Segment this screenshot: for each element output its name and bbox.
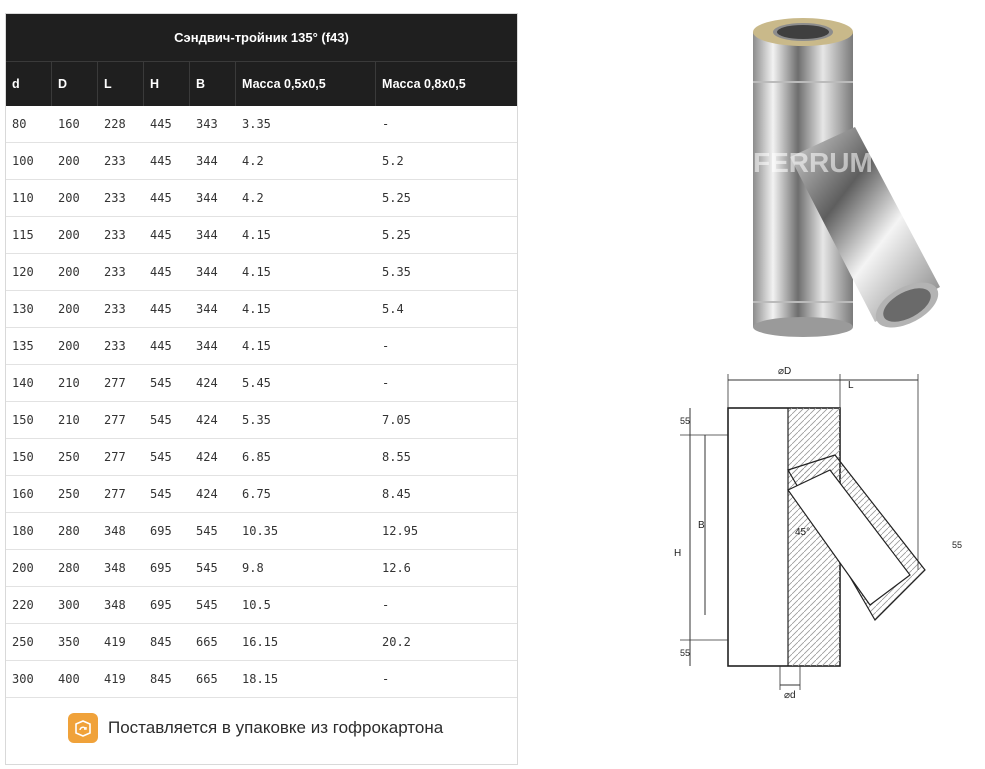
table-cell: 12.95 [382, 524, 419, 538]
table-cell: 233 [104, 339, 126, 353]
dim-L-label: L [848, 380, 854, 391]
table-cell: 4.2 [242, 154, 264, 168]
table-cell: 344 [196, 302, 218, 316]
table-cell: 280 [58, 524, 80, 538]
table-row [6, 476, 517, 513]
dim-B-label: B [698, 520, 705, 531]
table-cell: 4.15 [242, 302, 271, 316]
table-cell: 233 [104, 265, 126, 279]
table-cell: 228 [104, 117, 126, 131]
packaging-note [6, 698, 517, 758]
dim-d-label: ⌀d [784, 690, 796, 700]
table-cell: 233 [104, 228, 126, 242]
table-cell: 277 [104, 413, 126, 427]
table-cell: 5.45 [242, 376, 271, 390]
table-cell: 233 [104, 302, 126, 316]
table-row [6, 143, 517, 180]
table-cell: 344 [196, 191, 218, 205]
table-row [6, 439, 517, 476]
table-cell: 445 [150, 339, 172, 353]
header-H: H [144, 62, 190, 106]
dim-top-55-label: 55 [680, 416, 691, 426]
table-row [6, 291, 517, 328]
header-B: B [190, 62, 236, 106]
table-cell: 130 [12, 302, 34, 316]
table-cell: 4.15 [242, 339, 271, 353]
table-cell: 5.25 [382, 191, 411, 205]
table-title: Сэндвич-тройник 135° (f43) [6, 14, 517, 61]
table-cell: 120 [12, 265, 34, 279]
table-cell: 277 [104, 376, 126, 390]
table-cell: 115 [12, 228, 34, 242]
table-cell: 150 [12, 413, 34, 427]
table-cell: 250 [12, 635, 34, 649]
header-mass-05: Масса 0,5х0,5 [236, 62, 376, 106]
table-row [6, 624, 517, 661]
table-cell: 150 [12, 450, 34, 464]
table-cell: 200 [58, 191, 80, 205]
table-cell: 545 [196, 561, 218, 575]
table-cell: 280 [58, 561, 80, 575]
table-cell: 20.2 [382, 635, 411, 649]
table-cell: 445 [150, 117, 172, 131]
table-cell: 424 [196, 450, 218, 464]
table-cell: 300 [12, 672, 34, 686]
table-cell: 545 [150, 413, 172, 427]
table-cell: 233 [104, 154, 126, 168]
spec-table [5, 13, 518, 765]
table-row [6, 180, 517, 217]
table-cell: 445 [150, 191, 172, 205]
table-cell: 200 [58, 154, 80, 168]
table-row [6, 365, 517, 402]
table-cell: 5.35 [382, 265, 411, 279]
table-cell: 110 [12, 191, 34, 205]
table-cell: 200 [12, 561, 34, 575]
table-cell: 180 [12, 524, 34, 538]
table-cell: 419 [104, 672, 126, 686]
table-cell: 695 [150, 524, 172, 538]
table-cell: 545 [150, 376, 172, 390]
dim-bottom-55-label: 55 [680, 648, 691, 658]
table-cell: 5.35 [242, 413, 271, 427]
table-cell: 4.2 [242, 191, 264, 205]
watermark-text: FERRUM [753, 147, 873, 178]
table-cell: 100 [12, 154, 34, 168]
dim-side-55-label: 55 [952, 540, 963, 550]
table-cell: 845 [150, 672, 172, 686]
table-header-row [6, 61, 517, 106]
table-cell: 200 [58, 265, 80, 279]
table-cell: 845 [150, 635, 172, 649]
table-row [6, 402, 517, 439]
table-cell: 300 [58, 598, 80, 612]
recycle-box-icon [68, 713, 98, 743]
table-cell: - [382, 117, 390, 131]
table-cell: 8.55 [382, 450, 411, 464]
table-row [6, 661, 517, 698]
table-cell: 665 [196, 635, 218, 649]
table-cell: 695 [150, 598, 172, 612]
table-cell: 348 [104, 561, 126, 575]
table-cell: 545 [196, 524, 218, 538]
table-cell: 18.15 [242, 672, 279, 686]
table-cell: 8.45 [382, 487, 411, 501]
table-cell: 445 [150, 302, 172, 316]
table-cell: 200 [58, 302, 80, 316]
table-cell: 16.15 [242, 635, 279, 649]
table-cell: 348 [104, 598, 126, 612]
table-cell: 5.25 [382, 228, 411, 242]
dim-D-label: ⌀D [778, 366, 792, 377]
table-cell: 424 [196, 487, 218, 501]
table-row [6, 328, 517, 365]
table-cell: 200 [58, 339, 80, 353]
table-cell: - [382, 672, 390, 686]
header-mass-08: Масса 0,8х0,5 [382, 77, 466, 91]
table-row [6, 106, 517, 143]
table-row [6, 513, 517, 550]
table-cell: 4.15 [242, 228, 271, 242]
table-cell: - [382, 598, 390, 612]
dim-H-label: H [674, 548, 682, 559]
table-cell: 220 [12, 598, 34, 612]
table-cell: 545 [150, 450, 172, 464]
table-cell: 344 [196, 265, 218, 279]
table-cell: 445 [150, 154, 172, 168]
table-cell: 140 [12, 376, 34, 390]
product-photo [735, 12, 950, 337]
table-cell: 160 [58, 117, 80, 131]
table-cell: 277 [104, 450, 126, 464]
table-cell: 9.8 [242, 561, 264, 575]
table-cell: 210 [58, 376, 80, 390]
table-row [6, 217, 517, 254]
angle-45-label: 45° [795, 527, 811, 538]
header-L: L [98, 62, 144, 106]
table-cell: 5.4 [382, 302, 404, 316]
table-cell: 12.6 [382, 561, 411, 575]
table-cell: 545 [150, 487, 172, 501]
table-cell: 160 [12, 487, 34, 501]
table-cell: 445 [150, 228, 172, 242]
technical-drawing [660, 360, 980, 700]
table-cell: - [382, 339, 390, 353]
table-cell: 5.2 [382, 154, 404, 168]
table-cell: 277 [104, 487, 126, 501]
table-cell: 419 [104, 635, 126, 649]
table-cell: 665 [196, 672, 218, 686]
header-D: D [52, 62, 98, 106]
table-row [6, 550, 517, 587]
table-cell: 545 [196, 598, 218, 612]
table-cell: 344 [196, 339, 218, 353]
table-cell: 200 [58, 228, 80, 242]
table-cell: 210 [58, 413, 80, 427]
table-cell: 424 [196, 376, 218, 390]
table-cell: 6.75 [242, 487, 271, 501]
table-cell: 344 [196, 228, 218, 242]
table-cell: 10.35 [242, 524, 279, 538]
table-cell: 233 [104, 191, 126, 205]
table-cell: 350 [58, 635, 80, 649]
table-cell: 4.15 [242, 265, 271, 279]
table-cell: 344 [196, 154, 218, 168]
table-cell: 7.05 [382, 413, 411, 427]
table-cell: 424 [196, 413, 218, 427]
header-d: d [6, 62, 52, 106]
table-cell: 135 [12, 339, 34, 353]
table-cell: 3.35 [242, 117, 271, 131]
table-cell: 10.5 [242, 598, 271, 612]
table-row [6, 254, 517, 291]
table-cell: 348 [104, 524, 126, 538]
table-cell: 695 [150, 561, 172, 575]
table-cell: 6.85 [242, 450, 271, 464]
table-body [6, 106, 517, 698]
table-cell: - [382, 376, 390, 390]
table-cell: 250 [58, 450, 80, 464]
table-cell: 250 [58, 487, 80, 501]
table-cell: 343 [196, 117, 218, 131]
table-cell: 400 [58, 672, 80, 686]
packaging-text: Поставляется в упаковке из гофрокартона [108, 718, 444, 737]
table-row [6, 587, 517, 624]
table-cell: 80 [12, 117, 27, 131]
table-cell: 445 [150, 265, 172, 279]
